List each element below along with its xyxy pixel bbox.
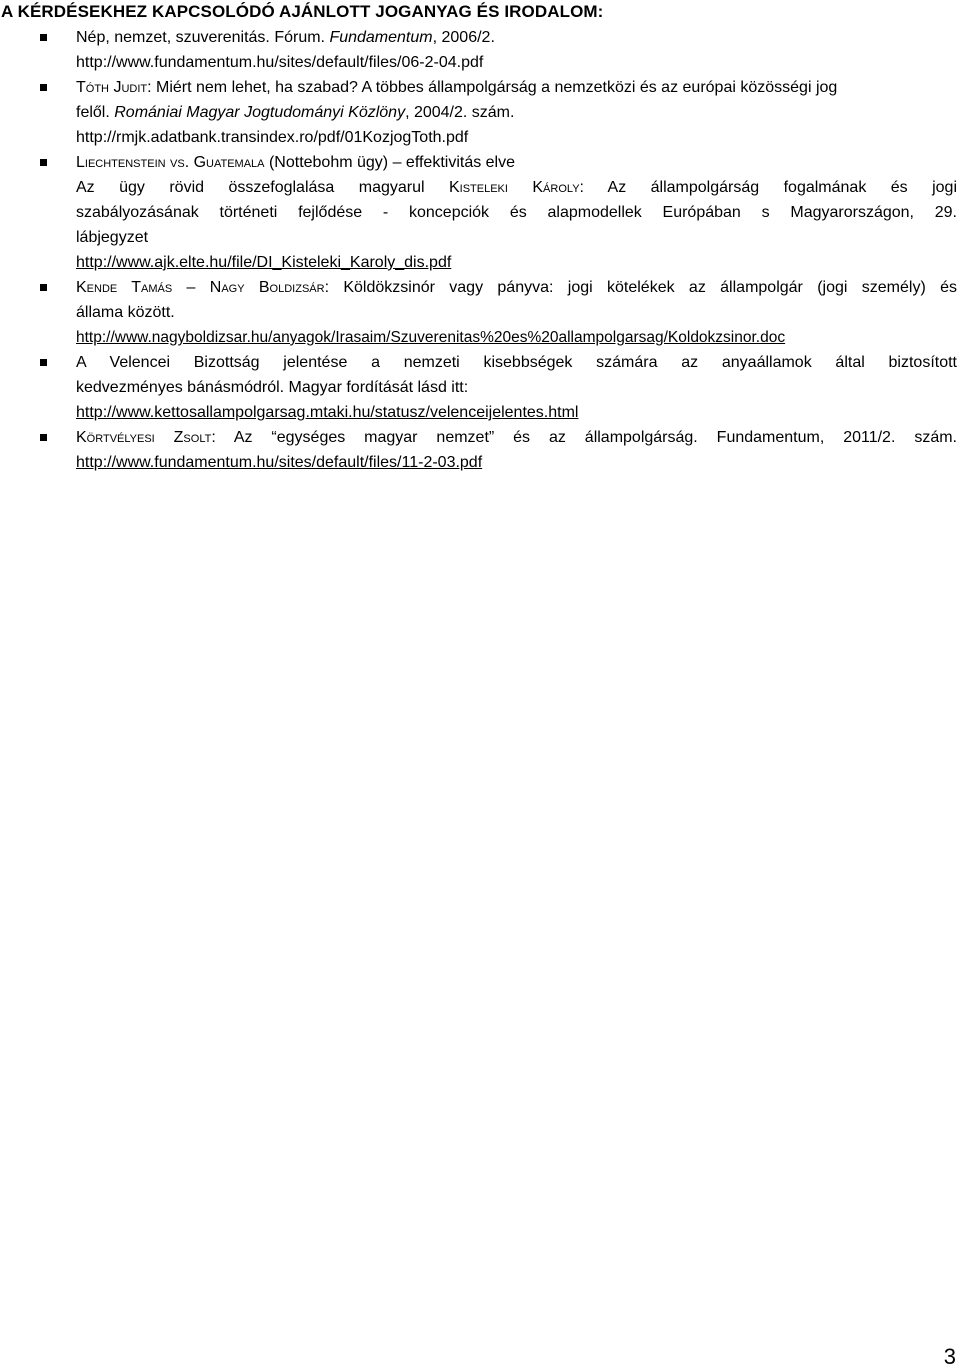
reference-text: lábjegyzet	[76, 229, 149, 246]
reference-text: kedvezményes bánásmódról. Magyar fordítását lásd itt:	[76, 379, 469, 396]
reference-text: szabályozásának történeti fejlődése - koncepciók és alapmodellek Európában s Magyarországon, 29.	[76, 204, 957, 221]
reference-link[interactable]: http://www.nagyboldizsar.hu/anyagok/Irasaim/Szuverenitas%20es%20allampolgarsag/Koldokzsinor.doc	[76, 329, 786, 346]
reference-text: Nép, nemzet, szuverenitás. Fórum. Fundamentum, 2006/2.	[76, 29, 495, 46]
bullet-icon	[40, 159, 47, 166]
author-name: Körtvélyesi Zsolt	[76, 429, 212, 446]
reference-link[interactable]: http://www.kettosallampolgarsag.mtaki.hu/statusz/velenceijelentes.html	[76, 404, 579, 421]
page-number: 3	[943, 1344, 956, 1369]
author-name: Tóth Judit	[76, 79, 148, 96]
bullet-icon	[40, 434, 47, 441]
reference-text: Liechtenstein vs. Guatemala (Nottebohm ügy) – effektivitás elve	[76, 154, 516, 171]
reference-link[interactable]: http://rmjk.adatbank.transindex.ro/pdf/01KozjogToth.pdf	[76, 129, 469, 146]
author-name: Kisteleki Károly	[448, 179, 580, 196]
reference-text: A Velencei Bizottság jelentése a nemzeti kisebbségek számára az anyaállamok által biztosított	[76, 354, 957, 371]
reference-text: felől. Romániai Magyar Jogtudományi Közlöny, 2004/2. szám.	[76, 104, 515, 121]
bullet-icon	[40, 84, 47, 91]
author-name: Kende Tamás – Nagy Boldizsár	[76, 279, 325, 296]
bullet-icon	[40, 359, 47, 366]
reference-text: Tóth Judit: Miért nem lehet, ha szabad? A többes állampolgárság a nemzetközi és az európai közösségi jog	[76, 79, 838, 96]
reference-link[interactable]: http://www.fundamentum.hu/sites/default/files/11-2-03.pdf	[76, 454, 483, 471]
case-name: Liechtenstein vs. Guatemala	[76, 154, 265, 171]
reference-text: állama között.	[76, 304, 175, 321]
reference-text: Az ügy rövid összefoglalása magyarul Kisteleki Károly: Az állampolgárság fogalmának és jogi	[76, 179, 957, 196]
reference-link[interactable]: http://www.ajk.elte.hu/file/DI_Kisteleki_Karoly_dis.pdf	[76, 254, 452, 271]
reference-link[interactable]: http://www.fundamentum.hu/sites/default/files/06-2-04.pdf	[76, 54, 484, 71]
reference-text: Körtvélyesi Zsolt: Az “egységes magyar nemzet” és az állampolgárság. Fundamentum, 2011/2. szám.	[76, 429, 957, 446]
bullet-icon	[40, 34, 47, 41]
page-heading: A KÉRDÉSEKHEZ KAPCSOLÓDÓ AJÁNLOTT JOGANYAG ÉS IRODALOM:	[1, 2, 604, 21]
reference-text: Kende Tamás – Nagy Boldizsár: Köldökzsinór vagy pányva: jogi kötelékek az állampolgár (jogi személy) és	[76, 279, 957, 296]
bullet-icon	[40, 284, 47, 291]
